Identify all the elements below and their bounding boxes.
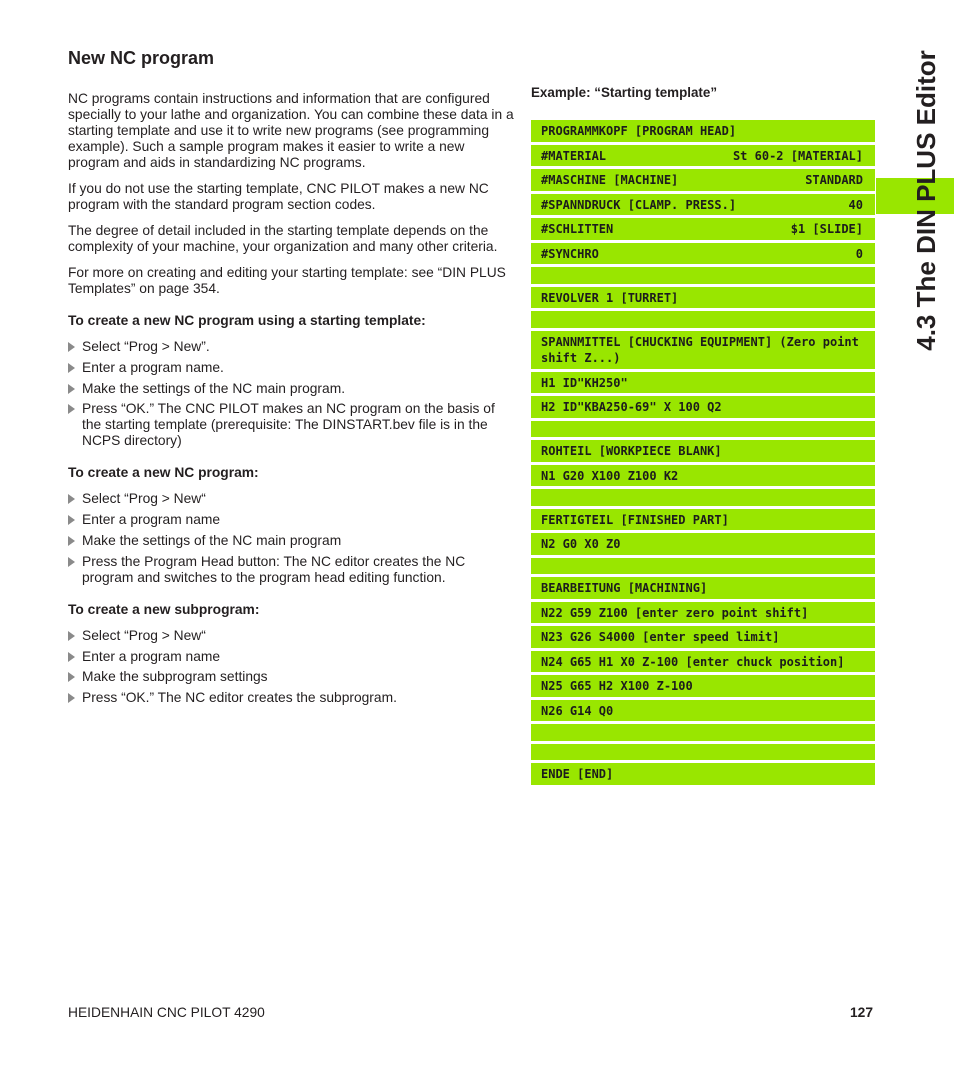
code-line-text: H2 ID"KBA250-69" X 100 Q2	[541, 400, 722, 414]
code-line-text: N22 G59 Z100 [enter zero point shift]	[541, 605, 809, 620]
procedure-step: Press the Program Head button: The NC editor creates the NC program and switches to the program head editing function.	[68, 554, 514, 586]
code-line	[531, 372, 875, 394]
procedure-template	[68, 313, 514, 449]
code-line	[531, 311, 875, 328]
arrow-right-icon	[68, 536, 75, 546]
arrow-right-icon	[68, 515, 75, 525]
chapter-side-title-text: 4.3 The DIN PLUS Editor	[910, 49, 941, 351]
page-number: 127	[849, 1005, 873, 1020]
procedure-step: Press “OK.” The NC editor creates the subprogram.	[68, 690, 514, 706]
code-line	[531, 489, 875, 506]
code-line-text: BEARBEITUNG [MACHINING]	[541, 581, 708, 595]
procedure-title: To create a new NC program:	[68, 465, 259, 481]
code-line-text: #MASCHINE [MACHINE]	[541, 173, 679, 187]
chapter-side-title	[906, 45, 946, 355]
main-text-column	[68, 48, 514, 711]
paragraph-detail: The degree of detail included in the starting template depends on the complexity of your machine, your organization and many other criteria.	[68, 223, 498, 254]
code-line	[531, 533, 875, 555]
procedure-step: Select “Prog > New“	[68, 491, 514, 507]
procedure-title: To create a new subprogram:	[68, 601, 260, 617]
procedure-step: Enter a program name	[68, 649, 514, 665]
code-line	[531, 243, 875, 265]
code-line-text: N25 G65 H2 X100 Z-100	[541, 679, 693, 693]
code-line	[531, 763, 875, 785]
code-listing	[531, 120, 875, 785]
code-line	[531, 267, 875, 284]
code-line-text: REVOLVER 1 [TURRET]	[541, 290, 679, 305]
code-line-text: #SCHLITTEN	[541, 222, 614, 236]
arrow-right-icon	[68, 652, 75, 662]
code-line	[531, 509, 875, 531]
code-line-text: N2 G0 X0 Z0	[541, 537, 621, 551]
arrow-right-icon	[68, 631, 75, 641]
arrow-right-icon	[68, 404, 75, 414]
paragraph-no-template: If you do not use the starting template, CNC PILOT makes a new NC program with the standard program section codes.	[68, 181, 489, 212]
procedure-new-subprogram	[68, 602, 514, 706]
code-line	[531, 577, 875, 599]
arrow-right-icon	[68, 494, 75, 504]
procedure-step: Enter a program name	[68, 512, 514, 528]
code-line-text: #MATERIAL	[541, 148, 607, 163]
code-line	[531, 331, 875, 369]
code-line-value: $1 [SLIDE]	[790, 222, 863, 236]
code-line	[531, 440, 875, 462]
procedure-step: Enter a program name.	[68, 360, 514, 376]
procedure-step: Make the settings of the NC main program.	[68, 381, 514, 397]
example-column	[531, 85, 875, 788]
code-line-text: ENDE [END]	[541, 767, 614, 781]
procedure-step: Select “Prog > New“	[68, 628, 514, 644]
code-line-value: 40	[848, 197, 863, 212]
code-line	[531, 396, 875, 418]
code-line-text: N24 G65 H1 X0 Z-100 [enter chuck position]	[541, 654, 845, 669]
code-line	[531, 465, 875, 487]
procedure-step: Make the subprogram settings	[68, 669, 514, 685]
code-line	[531, 675, 875, 697]
code-line	[531, 744, 875, 761]
code-line	[531, 120, 875, 142]
code-line-text: N26 G14 Q0	[541, 703, 614, 718]
code-line	[531, 287, 875, 309]
code-line	[531, 558, 875, 575]
code-line	[531, 651, 875, 673]
arrow-right-icon	[68, 363, 75, 373]
paragraph-more-info: For more on creating and editing your starting template: see “DIN PLUS Templates” on page 354.	[68, 265, 506, 296]
code-line-text: H1 ID"KH250"	[541, 375, 628, 390]
code-line	[531, 724, 875, 741]
code-line	[531, 145, 875, 167]
code-line-text: PROGRAMMKOPF [PROGRAM HEAD]	[541, 124, 737, 138]
code-line-text: #SPANNDRUCK [CLAMP. PRESS.]	[541, 197, 737, 212]
procedure-step: Make the settings of the NC main program	[68, 533, 514, 549]
procedure-step: Press “OK.” The CNC PILOT makes an NC program on the basis of the starting template (prerequisite: The DINSTART.bev file is in the NCPS directory)	[68, 401, 514, 449]
code-line-value: STANDARD	[805, 173, 863, 187]
code-line-value: St 60-2 [MATERIAL]	[732, 148, 863, 163]
arrow-right-icon	[68, 693, 75, 703]
code-line-text: N23 G26 S4000 [enter speed limit]	[541, 630, 780, 644]
example-title: Example: “Starting template”	[531, 85, 718, 100]
code-line-text: ROHTEIL [WORKPIECE BLANK]	[541, 444, 722, 458]
arrow-right-icon	[68, 342, 75, 352]
arrow-right-icon	[68, 557, 75, 567]
code-line-text: SPANNMITTEL [CHUCKING EQUIPMENT] (Zero point shift Z...)	[541, 334, 867, 365]
code-line	[531, 700, 875, 722]
code-line-text: N1 G20 X100 Z100 K2	[541, 468, 679, 483]
code-line-value: 0	[855, 246, 863, 261]
intro-paragraph: NC programs contain instructions and information that are configured specially to your lathe and organization. You can combine these data in a starting template and use it to write new programs (see programming example). Such a sample program makes it easier to write a new program and aids in standardizing NC programs.	[68, 91, 514, 170]
code-line	[531, 602, 875, 624]
code-line	[531, 626, 875, 648]
procedure-new-program	[68, 465, 514, 585]
code-line	[531, 194, 875, 216]
code-line-text: FERTIGTEIL [FINISHED PART]	[541, 512, 729, 527]
code-line	[531, 169, 875, 191]
code-line	[531, 218, 875, 240]
procedure-title: To create a new NC program using a starting template:	[68, 313, 426, 328]
footer-product: HEIDENHAIN CNC PILOT 4290	[68, 1005, 265, 1020]
code-line-text: #SYNCHRO	[541, 246, 599, 261]
arrow-right-icon	[68, 384, 75, 394]
arrow-right-icon	[68, 672, 75, 682]
code-line	[531, 421, 875, 438]
section-heading: New NC program	[68, 48, 215, 68]
procedure-step: Select “Prog > New”.	[68, 339, 514, 355]
